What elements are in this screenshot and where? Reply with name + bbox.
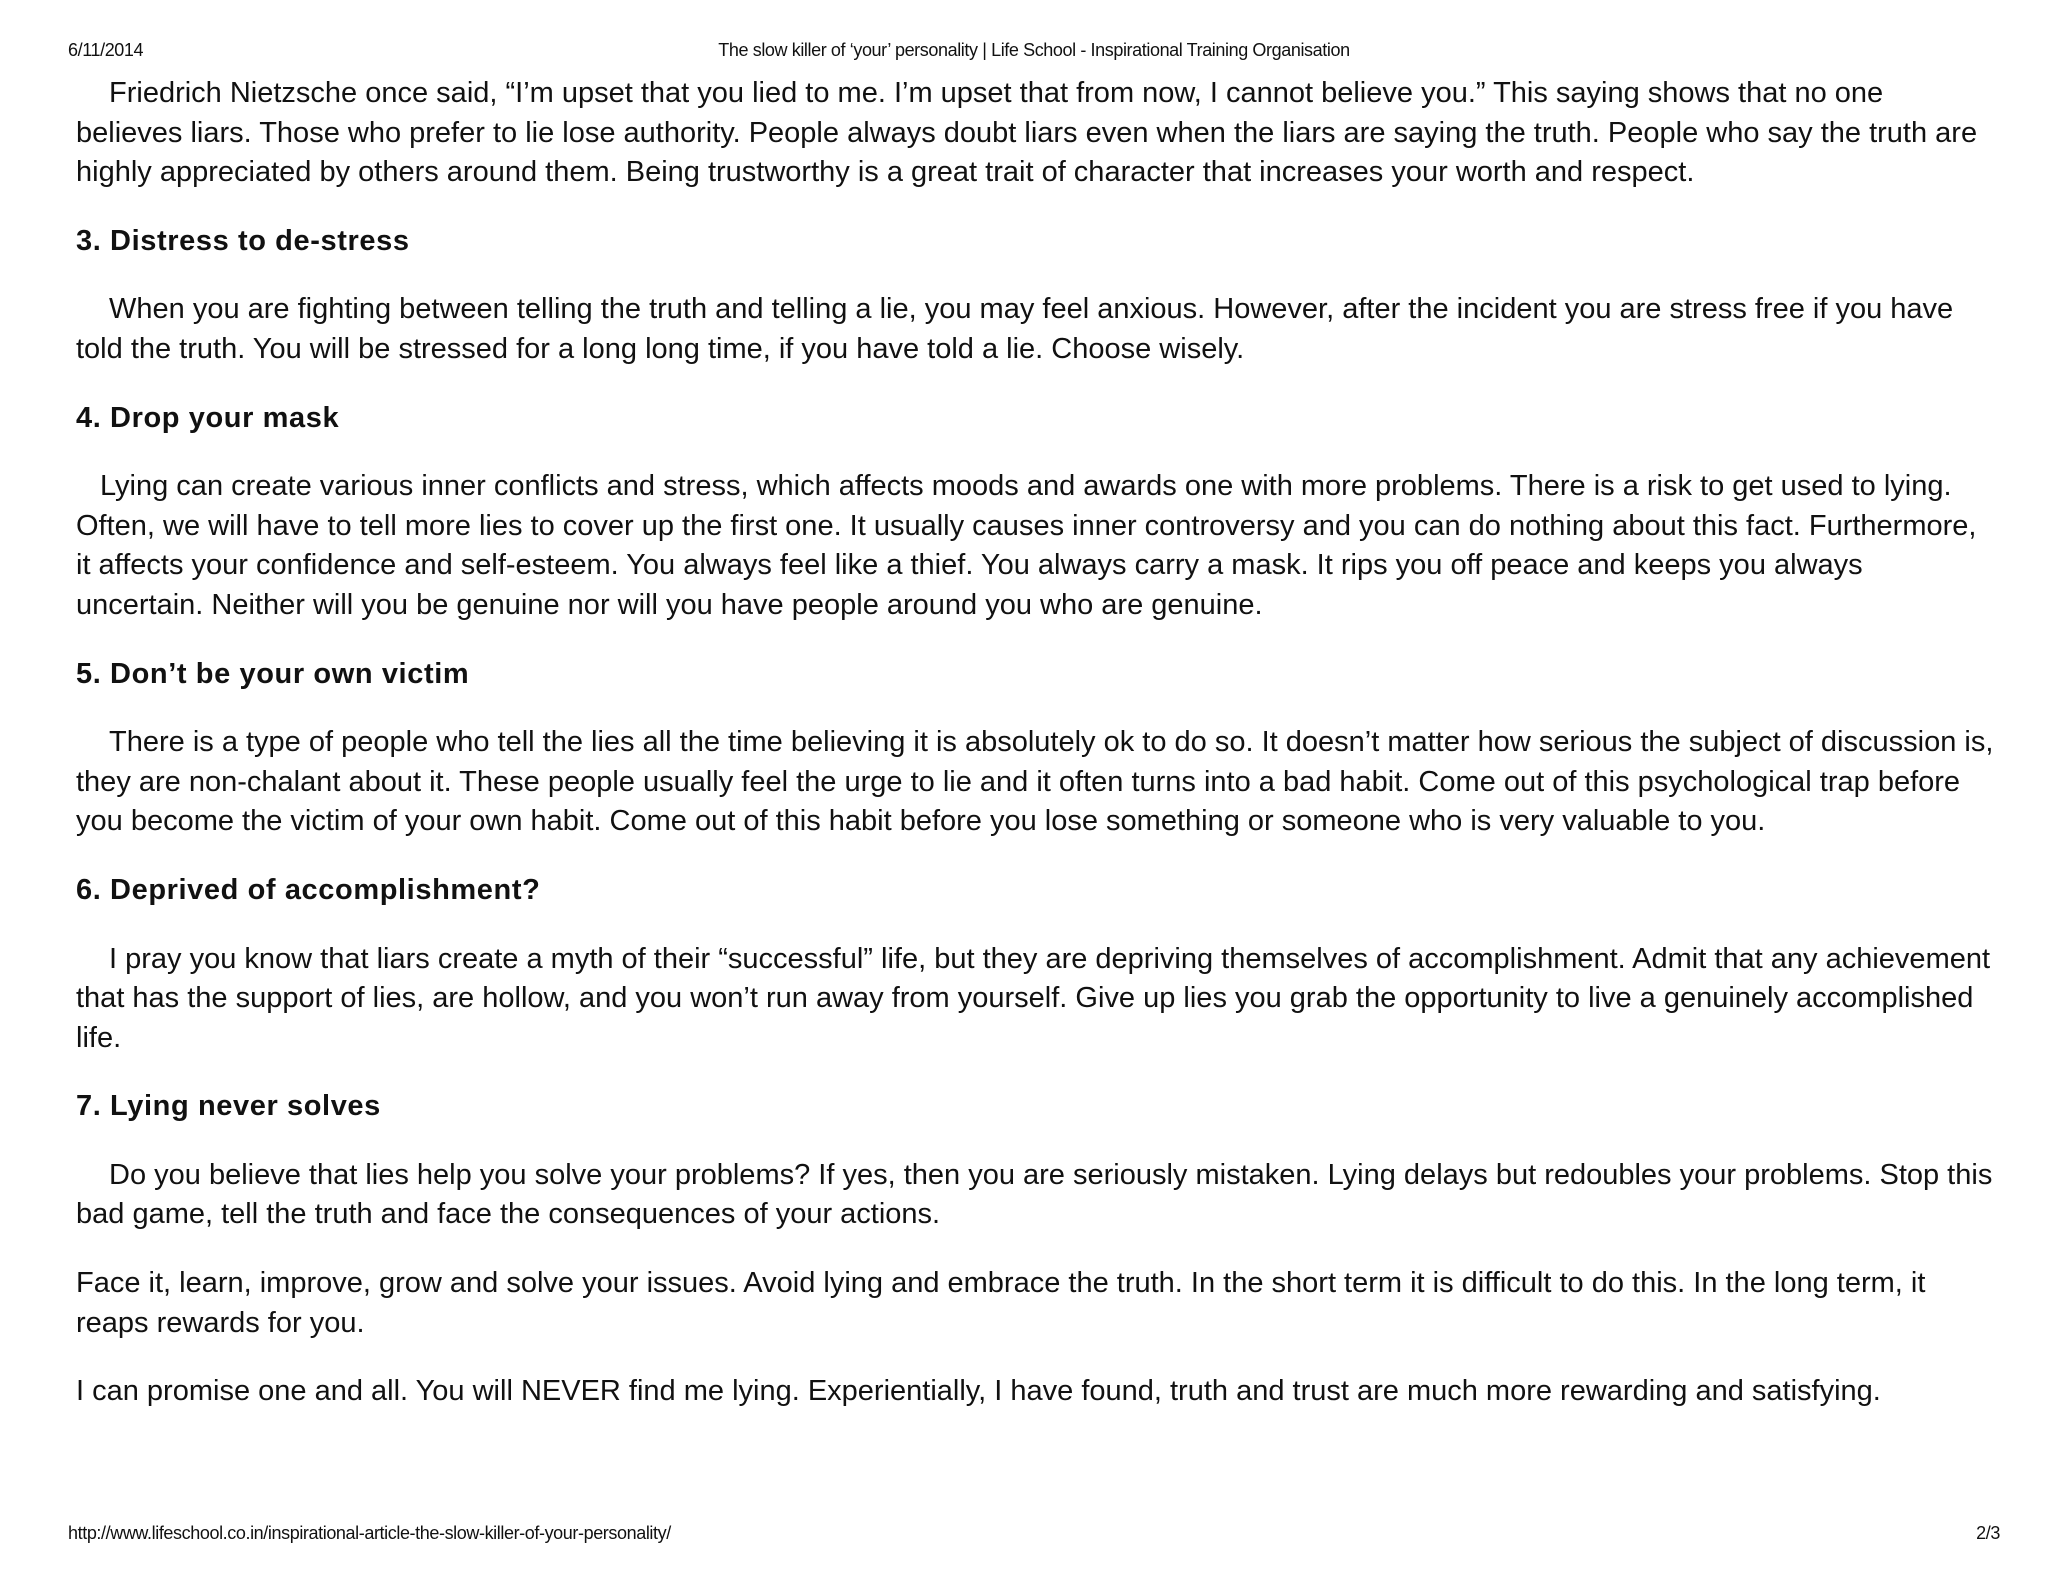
section-heading-distress: 3. Distress to de-stress xyxy=(76,224,410,257)
print-header xyxy=(68,40,2000,66)
closing-paragraph-face-it: Face it, learn, improve, grow and solve your issues. Avoid lying and embrace the truth. In the short term it is difficult to do this. In the long term, it reaps rewards for you. xyxy=(76,1267,1926,1339)
section-body-drop-mask: Lying can create various inner conflicts and stress, which affects moods and awards one with more problems. There is a risk to get used to lying. Often, we will have to tell more lies to cover up the first one. It usually causes inner controversy and you can do nothing about this fact. Furthermore, it affects your confidence and self-esteem. You always feel like a thief. You always carry a mask. It rips you off peace and keeps you always uncertain. Neither will you be genuine nor will you have people around you who are genuine. xyxy=(76,470,1977,621)
print-page-title: The slow killer of ‘your’ personality | Life School - Inspirational Training Organisation xyxy=(718,40,1350,60)
section-heading-deprived: 6. Deprived of accomplishment? xyxy=(76,873,541,906)
section-body-distress: When you are fighting between telling the truth and telling a lie, you may feel anxious. However, after the incident you are stress free if you have told the truth. You will be stressed for a long long time, if you have told a lie. Choose wisely. xyxy=(76,293,1954,365)
intro-paragraph: Friedrich Nietzsche once said, “I’m upset that you lied to me. I’m upset that from now, I cannot believe you.” This saying shows that no one believes liars. Those who prefer to lie lose authority. People always doubt liars even when the liars are saying the truth. People who say the truth are highly appreciated by others around them. Being trustworthy is a great trait of character that increases your worth and respect. xyxy=(76,77,1978,189)
section-heading-own-victim: 5. Don’t be your own victim xyxy=(76,657,470,690)
section-body-never-solves: Do you believe that lies help you solve your problems? If yes, then you are seriously mistaken. Lying delays but redoubles your problems. Stop this bad game, tell the truth and face the consequences of your actions. xyxy=(76,1158,1993,1231)
print-footer xyxy=(68,1523,2000,1549)
print-date: 6/11/2014 xyxy=(68,40,144,60)
section-heading-drop-mask: 4. Drop your mask xyxy=(76,401,340,434)
print-source-url: http://www.lifeschool.co.in/inspirational-article-the-slow-killer-of-your-personality/ xyxy=(68,1523,671,1543)
article-body xyxy=(76,74,1996,1441)
print-page-number: 2/3 xyxy=(1976,1523,2000,1543)
section-heading-never-solves: 7. Lying never solves xyxy=(76,1090,381,1123)
section-body-own-victim: There is a type of people who tell the lies all the time believing it is absolutely ok to do so. It doesn’t matter how serious the subject of discussion is, they are non-chalant about it. These people usually feel the urge to lie and it often turns into a bad habit. Come out of this psychological trap before you become the victim of your own habit. Come out of this habit before you lose something or someone who is very valuable to you. xyxy=(76,726,1994,838)
closing-paragraph-promise: I can promise one and all. You will NEVER find me lying. Experientially, I have found, truth and trust are much more rewarding and satisfying. xyxy=(76,1375,1881,1408)
section-body-deprived: I pray you know that liars create a myth of their “successful” life, but they are depriving themselves of accomplishment. Admit that any achievement that has the support of lies, are hollow, and you won’t run away from yourself. Give up lies you grab the opportunity to live a genuinely accomplished life. xyxy=(76,942,1991,1054)
